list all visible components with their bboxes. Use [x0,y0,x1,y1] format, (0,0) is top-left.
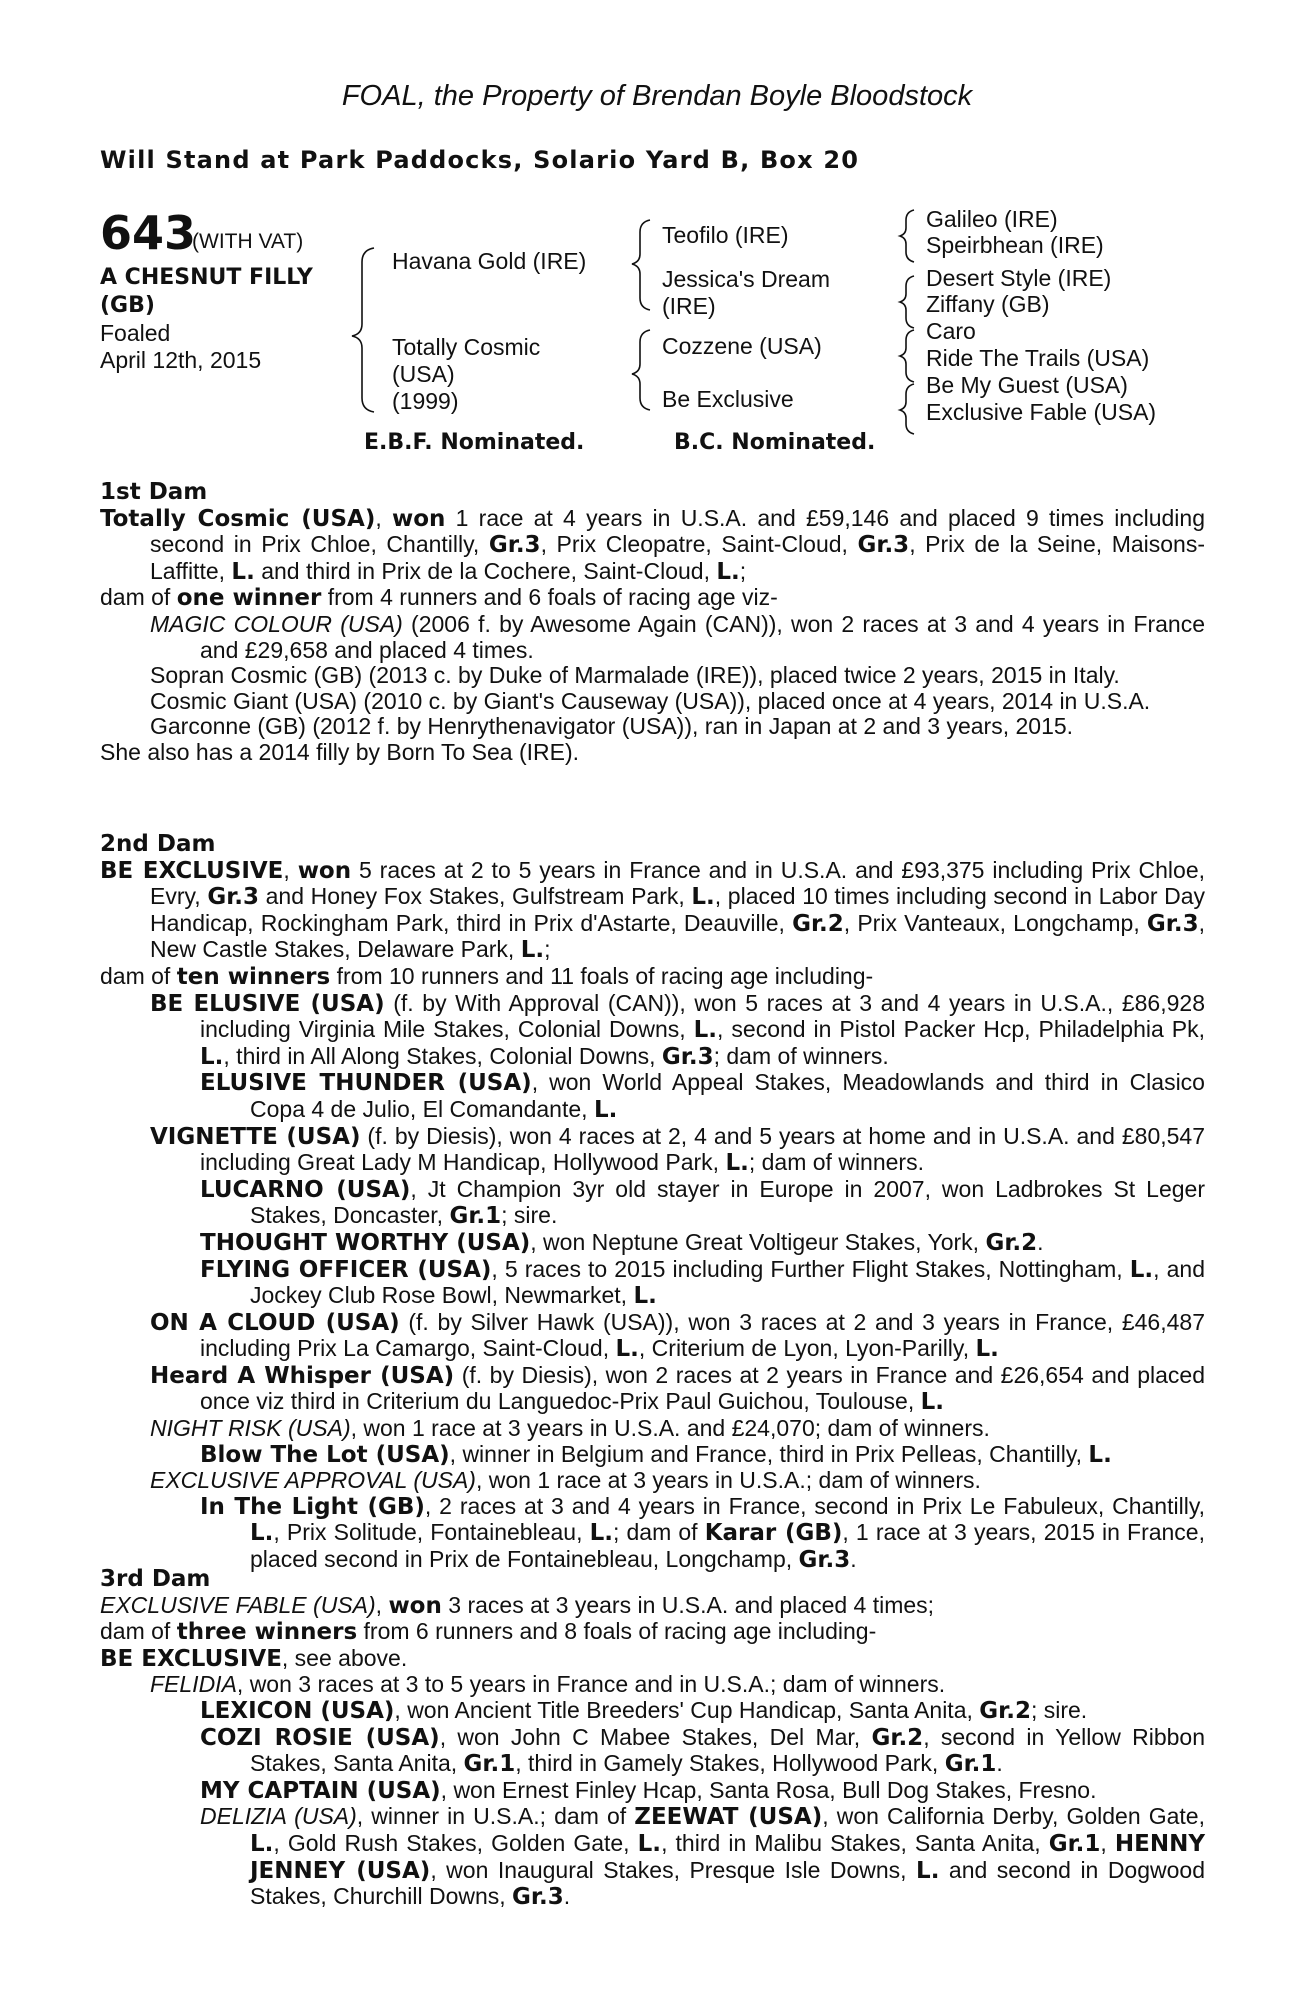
third-dam-record: EXCLUSIVE FABLE (USA), won 3 races at 3 years in U.S.A. and placed 4 times; [100,1591,935,1619]
first-dam-section [100,480,1205,766]
foaled-label: Foaled [100,320,171,346]
produce-entry: VIGNETTE (USA) (f. by Diesis), won 4 races at 2, 4 and 5 years at home and in U.S.A. and £80,547 including Great Lady M Handicap, Hollywood Park, L.; dam of winners. [150,1122,1205,1177]
pedigree-sire-sire: Teofilo (IRE) [662,222,789,248]
produce-entry: BE ELUSIVE (USA) (f. by With Approval (CAN)), won 5 races at 3 and 4 years in U.S.A., £86,928 including Virginia Mile Stakes, Colonial Downs, L., second in Pistol Packer Hcp, Philadelphia Pk, L., third in All Along Stakes, Colonial Downs, Gr.3; dam of winners. [150,989,1206,1070]
produce-entry: Cosmic Giant (USA) (2010 c. by Giant's Causeway (USA)), placed once at 4 years, 2014 in U.S.A. [150,687,1151,714]
first-dam-record: Totally Cosmic (USA), won 1 race at 4 years in U.S.A. and £59,146 and placed 9 times including second in Prix Chloe, Chantilly, Gr.3, Prix Cleopatre, Saint-Cloud, Gr.3, Prix de la Seine, Maisons-Laffitte, L. and third in Prix de la Cochere, Saint-Cloud, L.; [100,504,1206,585]
bracket-dam [632,330,650,410]
produce-entry: EXCLUSIVE APPROVAL (USA), won 1 race at 3 years in U.S.A.; dam of winners. [150,1467,981,1494]
produce-entry: LEXICON (USA), won Ancient Title Breeders' Cup Handicap, Santa Anita, Gr.2; sire. [200,1696,1088,1724]
produce-entry: Heard A Whisper (USA) (f. by Diesis), won 2 races at 2 years in France and £26,654 and placed once viz third in Criterium du Languedoc-Prix Paul Guichou, Toulouse, L. [150,1361,1205,1416]
produce-entry: DELIZIA (USA), winner in U.S.A.; dam of ZEEWAT (USA), won California Derby, Golden Gate, L., Gold Rush Stakes, Golden Gate, L., third in Malibu Stakes, Santa Anita, Gr.1, HENNY JENNEY (USA), won Inaugural Stakes, Presque Isle Downs, L. and second in Dogwood Stakes, Churchill Downs, Gr.3. [200,1803,1206,1911]
pedigree-g4: Ziffany (GB) [926,291,1050,317]
bracket-4 [900,384,914,434]
bracket-1 [900,210,914,262]
produce-entry: ON A CLOUD (USA) (f. by Silver Hawk (USA)), won 3 races at 2 and 3 years in France, £46,487 including Prix La Camargo, Saint-Cloud, L., Criterium de Lyon, Lyon-Parilly, L. [150,1308,1205,1363]
produce-entry: Sopran Cosmic (GB) (2013 c. by Duke of Marmalade (IRE)), placed twice 2 years, 2015 in Italy. [150,662,1120,689]
page-title: FOAL, the Property of Brendan Boyle Bloodstock [341,80,973,112]
produce-entry: FLYING OFFICER (USA), 5 races to 2015 including Further Flight Stakes, Nottingham, L., and Jockey Club Rose Bowl, Newmarket, L. [200,1255,1206,1310]
produce-entry: NIGHT RISK (USA), won 1 race at 3 years in U.S.A. and £24,070; dam of winners. [150,1415,990,1442]
third-dam-produce-summary: dam of three winners from 6 runners and 8 foals of racing age including- [100,1618,877,1646]
pedigree-g1: Galileo (IRE) [926,206,1058,232]
stand-location: Will Stand at Park Paddocks, Solario Yard B, Box 20 [100,146,860,174]
produce-entry: COZI ROSIE (USA), won John C Mabee Stakes, Del Mar, Gr.2, second in Yellow Ribbon Stakes, Santa Anita, Gr.1, third in Gamely Stakes, Hollywood Park, Gr.1. [200,1723,1205,1778]
pedigree-dam-dam: Be Exclusive [662,386,794,412]
pedigree-g7: Be My Guest (USA) [926,372,1128,398]
produce-entry: In The Light (GB), 2 races at 3 and 4 years in France, second in Prix Le Fabuleux, Chantilly, L., Prix Solitude, Fontainebleau, L.; dam of Karar (GB), 1 race at 3 years, 2015 in France, placed second in Prix de Fontainebleau, Longchamp, Gr.3. [200,1492,1206,1574]
second-dam-record: BE EXCLUSIVE, won 5 races at 2 to 5 years in France and in U.S.A. and £93,375 including Prix Chloe, Evry, Gr.3 and Honey Fox Stakes, Gulfstream Park, L., placed 10 times including second in Labor Day Handicap, Rockingham Park, third in Prix d'Astarte, Deauville, Gr.2, Prix Vanteaux, Longchamp, Gr.3, New Castle Stakes, Delaware Park, L.; [100,856,1206,964]
bracket-2 [900,276,914,328]
produce-entry: Blow The Lot (USA), winner in Belgium and France, third in Prix Pelleas, Chantilly, L. [200,1440,1112,1468]
produce-entry: THOUGHT WORTHY (USA), won Neptune Great Voltigeur Stakes, York, Gr.2. [200,1228,1044,1256]
second-dam-section [100,832,1205,1574]
vat-note: (WITH VAT) [192,230,304,253]
bracket-sire [632,220,650,310]
produce-entry: Garconne (GB) (2012 f. by Henrythenavigator (USA)), ran in Japan at 2 and 3 years, 2015. [150,713,1074,740]
bracket-3 [900,330,914,382]
bc-nominated: B.C. Nominated. [674,430,876,455]
lot-number: 643 [100,206,197,260]
first-dam-produce-summary: dam of one winner from 4 runners and 6 foals of racing age viz- [100,584,778,612]
ebf-nominated: E.B.F. Nominated. [364,430,585,455]
bracket-main [352,248,374,412]
pedigree-dam-sire: Cozzene (USA) [662,333,822,359]
produce-entry: LUCARNO (USA), Jt Champion 3yr old stayer in Europe in 2007, won Ladbrokes St Leger Stakes, Doncaster, Gr.1; sire. [200,1175,1205,1230]
pedigree-g6: Ride The Trails (USA) [926,345,1150,371]
pedigree-g5: Caro [926,318,976,344]
second-dam-produce-summary: dam of ten winners from 10 runners and 11 foals of racing age including- [100,962,874,990]
produce-entry: MAGIC COLOUR (USA) (2006 f. by Awesome Again (CAN)), won 2 races at 3 and 4 years in France and £29,658 and placed 4 times. [150,610,1205,663]
pedigree-g3: Desert Style (IRE) [926,265,1112,291]
produce-entry: BE EXCLUSIVE, see above. [100,1644,408,1672]
third-dam-section [100,1567,1205,1911]
pedigree-sire: Havana Gold (IRE) [392,248,587,274]
second-dam-heading: 2nd Dam [100,831,216,857]
first-dam-heading: 1st Dam [100,479,208,505]
produce-entry: MY CAPTAIN (USA), won Ernest Finley Hcap, Santa Rosa, Bull Dog Stakes, Fresno. [200,1776,1097,1804]
pedigree-g8: Exclusive Fable (USA) [926,399,1157,425]
pedigree-g2: Speirbhean (IRE) [926,232,1104,258]
lot-description: A CHESNUT FILLY (GB) [100,265,313,318]
produce-entry: FELIDIA, won 3 races at 3 to 5 years in France and in U.S.A.; dam of winners. [150,1671,946,1698]
pedigree-sire-dam: Jessica's Dream (IRE) [662,266,830,319]
foaled-date: April 12th, 2015 [100,347,262,373]
third-dam-heading: 3rd Dam [100,1566,211,1592]
produce-entry: ELUSIVE THUNDER (USA), won World Appeal Stakes, Meadowlands and third in Clasico Copa 4 de Julio, El Comandante, L. [200,1069,1205,1123]
pedigree-dam: Totally Cosmic (USA) (1999) [392,334,541,414]
produce-note: She also has a 2014 filly by Born To Sea (IRE). [100,738,580,765]
